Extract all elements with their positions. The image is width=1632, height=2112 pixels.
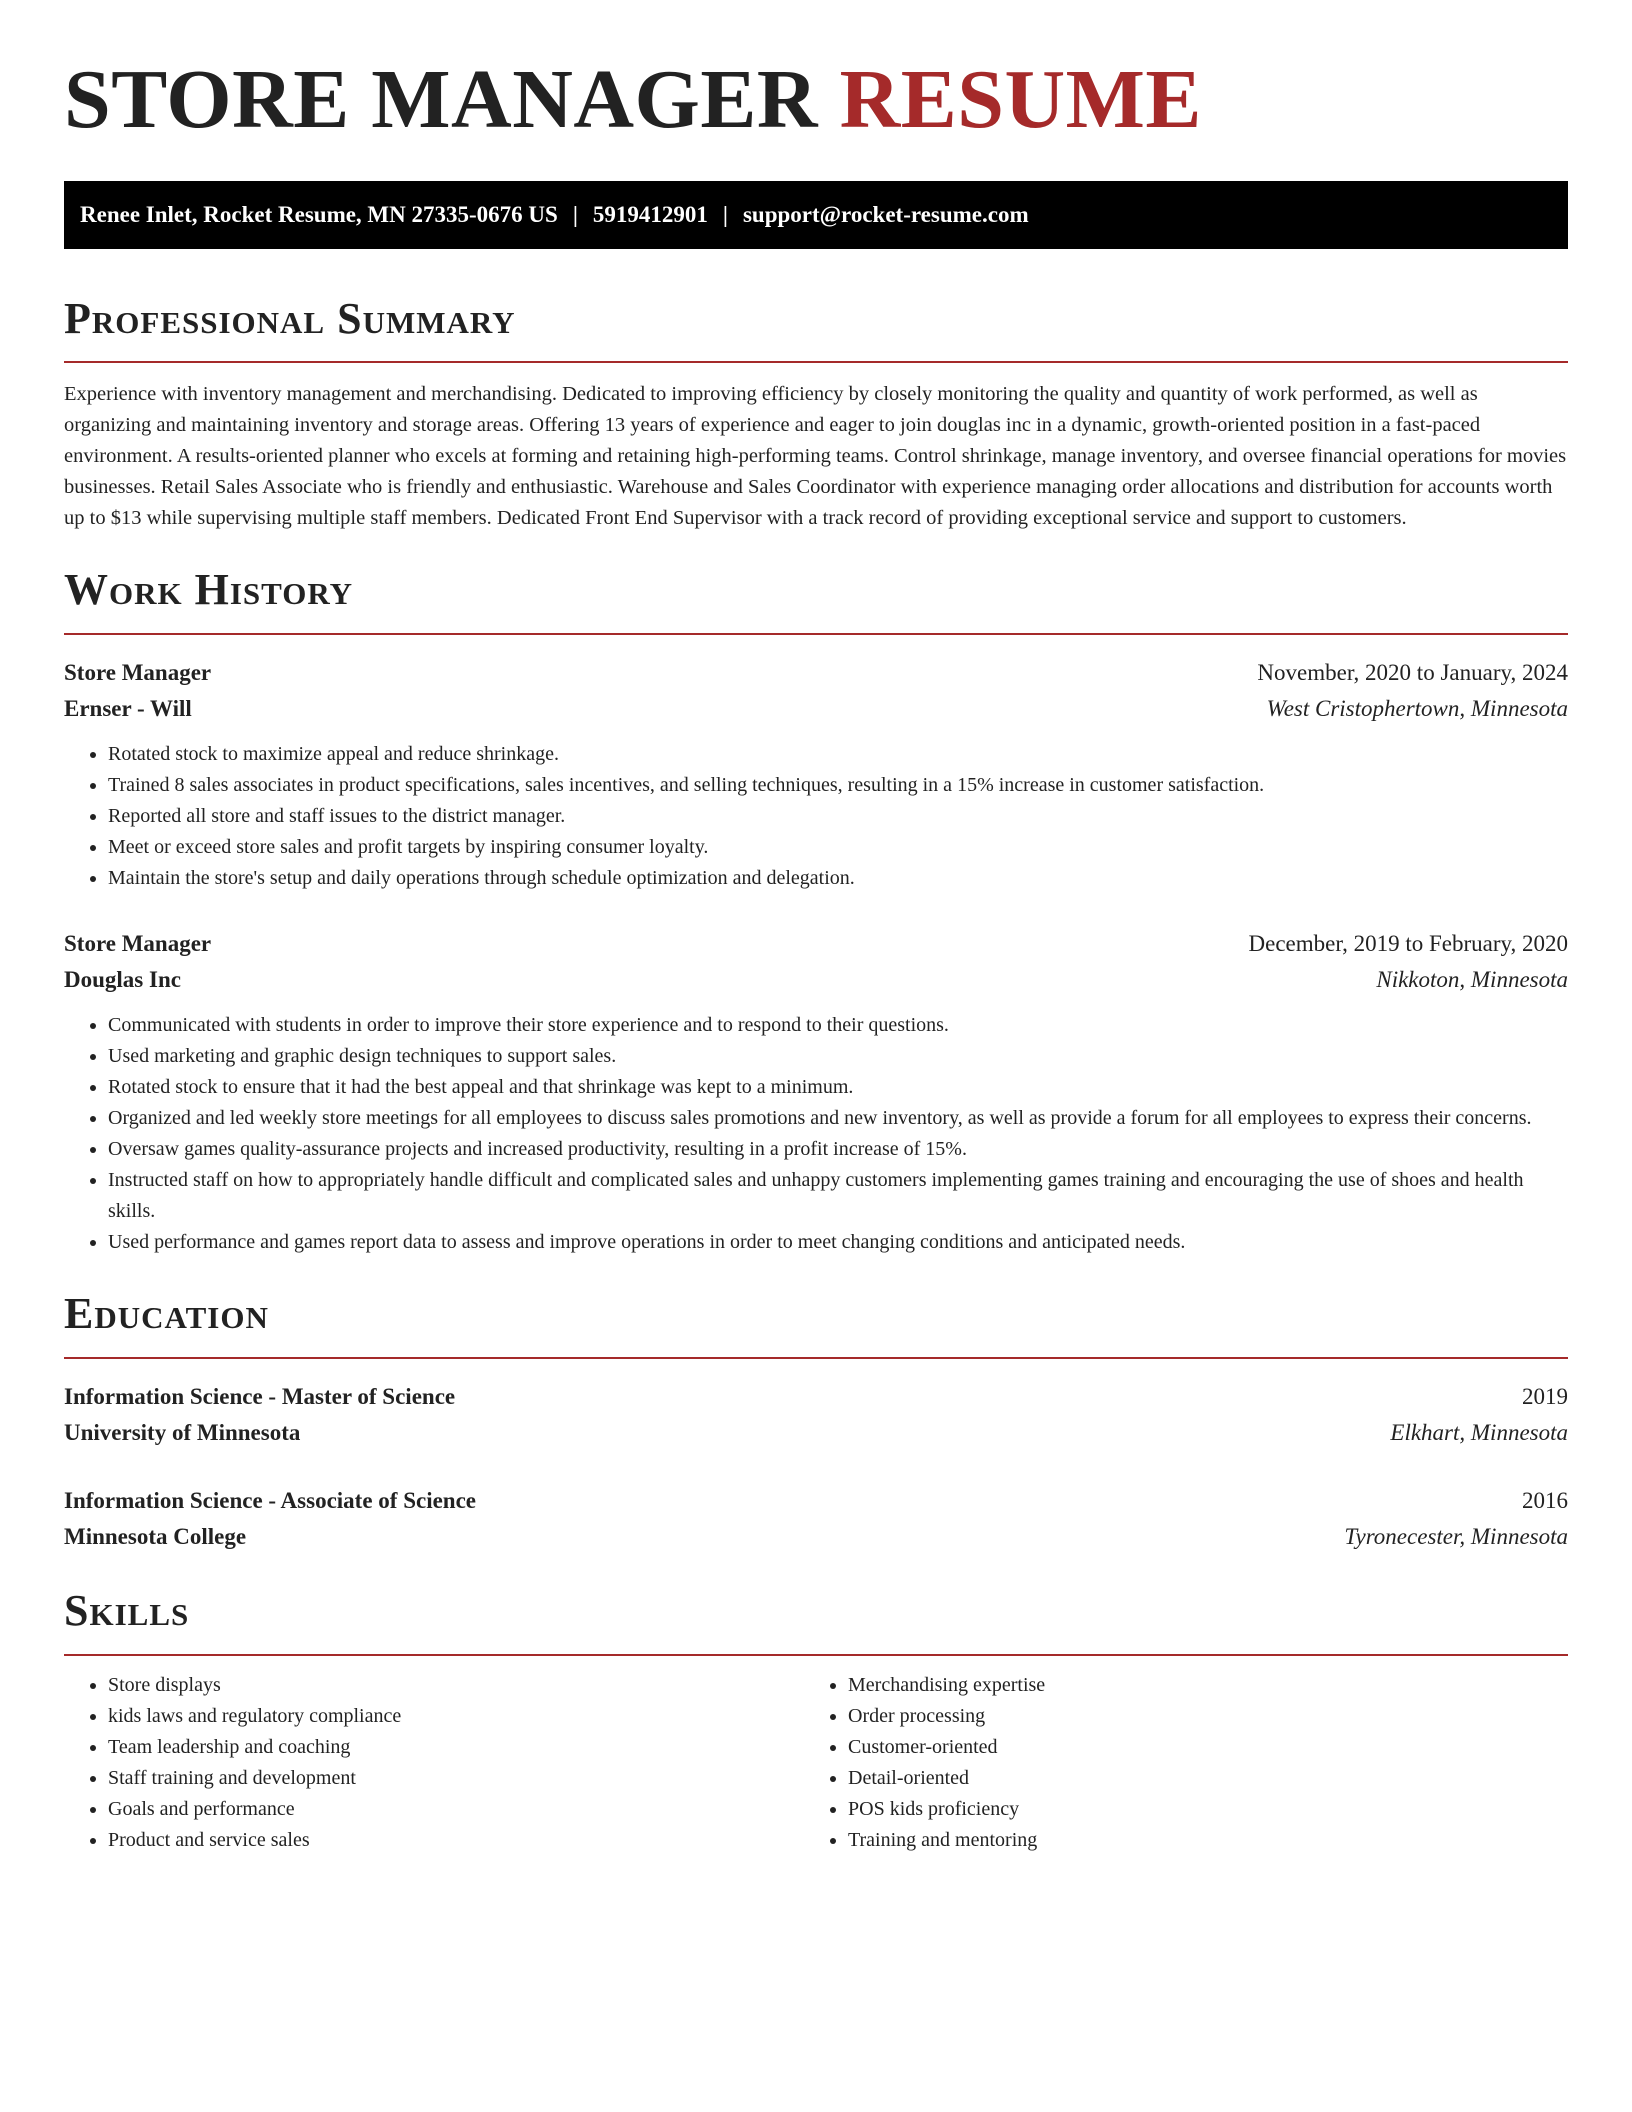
skills-section bbox=[64, 1585, 1568, 1856]
education-year: 2016 bbox=[1522, 1487, 1568, 1513]
skill-item: • Merchandising expertise bbox=[848, 1670, 1544, 1701]
job-bullet: • Instructed staff on how to appropriately handle difficult and complicated sales and unhappy customers implementing games training and encouraging the use of shoes and health skills. bbox=[108, 1165, 1568, 1227]
job-location: West Cristophertown, Minnesota bbox=[1266, 696, 1568, 722]
job-bullets bbox=[64, 739, 1568, 894]
skill-item: • Training and mentoring bbox=[848, 1825, 1544, 1856]
job-title: Store Manager bbox=[64, 931, 212, 957]
education-school: University of Minnesota bbox=[64, 1419, 301, 1445]
job-bullets bbox=[64, 1010, 1568, 1258]
contact-phone: 5919412901 bbox=[592, 201, 708, 227]
section-divider bbox=[64, 361, 1568, 363]
work-history-heading: Work History bbox=[64, 565, 354, 615]
education-heading: Education bbox=[64, 1289, 269, 1339]
contact-separator: | bbox=[572, 201, 578, 227]
skills-list-right bbox=[804, 1670, 1544, 1856]
education-degree-row bbox=[64, 1483, 1568, 1519]
skill-item: • Detail-oriented bbox=[848, 1763, 1544, 1794]
job-bullet: • Trained 8 sales associates in product specifications, sales incentives, and selling techniques, resulting in a 15% increase in customer satisfaction. bbox=[108, 770, 1568, 801]
education-school: Minnesota College bbox=[64, 1523, 247, 1549]
summary-text: Experience with inventory management and merchandising. Dedicated to improving efficiency by closely monitoring the quality and quantity of work performed, as well as organizing and maintaining inventory and storage areas. Offering 13 years of experience and eager to join douglas inc in a dynamic, growth-oriented position in a fast-paced environment. A results-oriented planner who excels at forming and retaining high-performing teams. Control shrinkage, manage inventory, and oversee financial operations for movies businesses. Retail Sales Associate who is friendly and enthusiastic. Warehouse and Sales Coordinator with experience managing order allocations and distribution for accounts worth up to $13 while supervising multiple staff members. Dedicated Front End Supervisor with a track record of providing exceptional service and support to customers. bbox=[64, 383, 1567, 530]
skills-columns bbox=[64, 1670, 1568, 1856]
education-entry bbox=[64, 1483, 1568, 1555]
education-school-row bbox=[64, 1519, 1568, 1555]
job-bullet: • Maintain the store's setup and daily operations through schedule optimization and delegation. bbox=[108, 863, 1568, 894]
job-dates: December, 2019 to February, 2020 bbox=[1248, 931, 1568, 957]
skill-item: • POS kids proficiency bbox=[848, 1794, 1544, 1825]
job-company-row bbox=[64, 962, 1568, 998]
job-bullet: • Organized and led weekly store meetings for all employees to discuss sales promotions and new inventory, as well as provide a forum for all employees to express their concerns. bbox=[108, 1103, 1568, 1134]
education-school-row bbox=[64, 1415, 1568, 1451]
job-entry bbox=[64, 926, 1568, 1258]
education-degree: Information Science - Master of Science bbox=[64, 1383, 456, 1409]
skill-item: • Store displays bbox=[108, 1670, 804, 1701]
job-bullet: • Rotated stock to maximize appeal and reduce shrinkage. bbox=[108, 739, 1568, 770]
job-header-row bbox=[64, 926, 1568, 962]
summary-heading: Professional Summary bbox=[64, 293, 516, 343]
job-company: Ernser - Will bbox=[64, 696, 192, 722]
job-bullet: • Communicated with students in order to improve their store experience and to respond to their questions. bbox=[108, 1010, 1568, 1041]
job-entry bbox=[64, 655, 1568, 894]
skill-item: • Customer-oriented bbox=[848, 1732, 1544, 1763]
title-main: STORE MANAGER bbox=[64, 53, 819, 146]
education-degree-row bbox=[64, 1379, 1568, 1415]
skill-item: • Team leadership and coaching bbox=[108, 1732, 804, 1763]
summary-section bbox=[64, 293, 1568, 535]
education-location: Elkhart, Minnesota bbox=[1390, 1419, 1568, 1445]
education-section bbox=[64, 1288, 1568, 1555]
job-dates: November, 2020 to January, 2024 bbox=[1257, 660, 1568, 686]
job-bullet: • Used performance and games report data to assess and improve operations in order to meet changing conditions and anticipated needs. bbox=[108, 1227, 1568, 1258]
education-location: Tyronecester, Minnesota bbox=[1344, 1523, 1568, 1549]
job-title: Store Manager bbox=[64, 660, 212, 686]
contact-address: Renee Inlet, Rocket Resume, MN 27335-0676 US bbox=[80, 201, 558, 227]
skill-item: • Goals and performance bbox=[108, 1794, 804, 1825]
job-company: Douglas Inc bbox=[64, 967, 181, 993]
skill-item: • kids laws and regulatory compliance bbox=[108, 1701, 804, 1732]
resume-title bbox=[64, 52, 1568, 149]
job-bullet: • Rotated stock to ensure that it had the best appeal and that shrinkage was kept to a minimum. bbox=[108, 1072, 1568, 1103]
job-location: Nikkoton, Minnesota bbox=[1376, 967, 1568, 993]
work-history-section bbox=[64, 564, 1568, 1258]
title-accent: RESUME bbox=[839, 53, 1202, 146]
job-bullet: • Reported all store and staff issues to the district manager. bbox=[108, 801, 1568, 832]
section-divider bbox=[64, 1357, 1568, 1359]
contact-email[interactable]: support@rocket-resume.com bbox=[742, 201, 1029, 227]
job-bullet: • Meet or exceed store sales and profit targets by inspiring consumer loyalty. bbox=[108, 832, 1568, 863]
section-divider bbox=[64, 633, 1568, 635]
contact-bar bbox=[64, 181, 1568, 249]
education-entry bbox=[64, 1379, 1568, 1451]
education-year: 2019 bbox=[1522, 1383, 1568, 1409]
job-bullet: • Used marketing and graphic design techniques to support sales. bbox=[108, 1041, 1568, 1072]
education-degree: Information Science - Associate of Science bbox=[64, 1487, 477, 1513]
job-bullet: • Oversaw games quality-assurance projects and increased productivity, resulting in a profit increase of 15%. bbox=[108, 1134, 1568, 1165]
skills-list-left bbox=[64, 1670, 804, 1856]
skill-item: • Order processing bbox=[848, 1701, 1544, 1732]
skills-heading: Skills bbox=[64, 1585, 190, 1635]
job-company-row bbox=[64, 691, 1568, 727]
skill-item: • Product and service sales bbox=[108, 1825, 804, 1856]
skill-item: • Staff training and development bbox=[108, 1763, 804, 1794]
contact-separator: | bbox=[722, 201, 728, 227]
section-divider bbox=[64, 1654, 1568, 1656]
job-header-row bbox=[64, 655, 1568, 691]
